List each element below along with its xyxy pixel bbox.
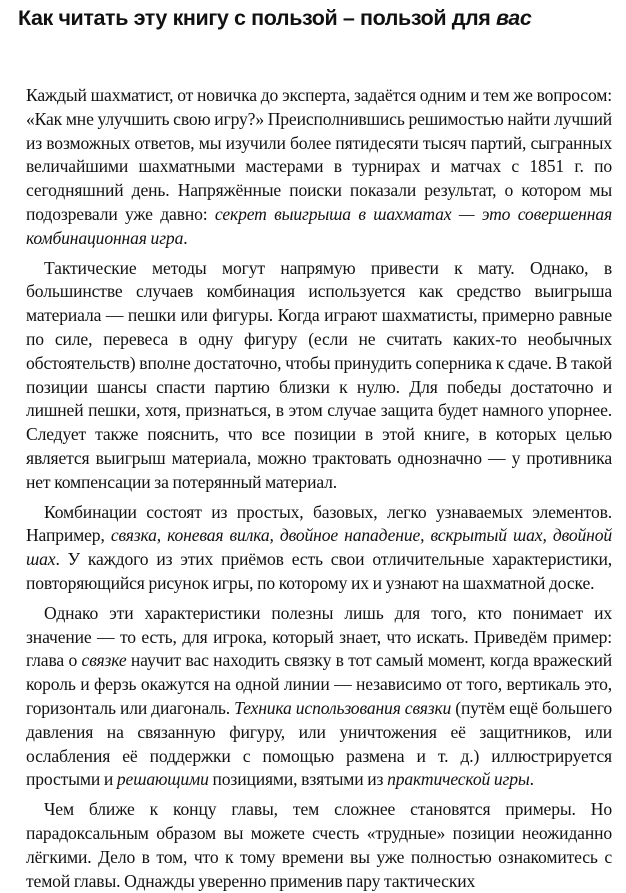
text-run: научит вас находить связку в тот самый момент, когда вражеский король и ферзь окажутся на одной линии — независимо от того, вертикаль это, горизонталь или диагональ.: [26, 650, 612, 718]
text-run: Комбинации состоят из простых, базовых, легко узнаваемых элементов. Например,: [26, 501, 612, 546]
text-run: позициями, взятыми из: [208, 769, 388, 790]
text-run: .: [529, 769, 534, 790]
body-text: [26, 84, 612, 893]
title-main: Как читать эту книгу с пользой – пользой для: [18, 6, 496, 30]
text-run: Тактические методы могут напрямую привести к мату. Однако, в большинстве случаев комбинация используется как средство выигрыша материала — пешки или фигуры. Когда играют шахматисты, примерно равные по силе, перевеса в одну фигуру (если не считать каких-то необычных обстоятельств) вполне достаточно, чтобы принудить соперника к сдаче. В такой позиции шансы спасти партию близки к нулю. Для победы достаточно и лишней пешки, хотя, признаться, в этом случае защита будет намного упорнее. Следует также пояснить, что все позиции в этой книге, в которых целью является выигрыш материала, можно трактовать однозначно — у противника нет компенсации за потерянный материал.: [26, 257, 612, 492]
italic-run: связка, коневая вилка, двойное нападение, вскрытый шах, двойной шах: [26, 525, 612, 570]
text-run: (путём ещё большего давления на связанную фигуру, или уничтожения её защитников, или ослабления её поддержки с помощью размена и т. д.) иллюстрируется простыми и: [26, 697, 612, 790]
text-run: Чем ближе к концу главы, тем сложнее становятся примеры. Но парадоксальным образом вы можете счесть «трудные» позиции неожиданно лёгкими. Дело в том, что к тому времени вы уже полностью ознакомитесь с темой главы. Однажды уверенно применив пару тактических: [26, 799, 612, 891]
italic-run: связке: [81, 650, 127, 671]
paragraph-4: [26, 602, 612, 792]
italic-run: секрет выигрыша в шахматах — это совершенная комбинационная игра: [26, 203, 612, 248]
paragraph-5: [26, 798, 612, 893]
title-italic: вас: [495, 6, 532, 30]
italic-run: практической игры: [387, 769, 530, 790]
paragraph-3: [26, 501, 612, 596]
paragraph-1: [26, 84, 612, 251]
text-run: .: [183, 227, 188, 248]
text-run: Однако эти характеристики полезны лишь для того, кто понимает их значение — то есть, для игрока, который знает, что искать. Приведём пример: глава о: [26, 602, 612, 671]
text-run: . У каждого из этих приёмов есть свои отличительные характеристики, повторяющийся рисунок игры, по которому их и узнают на шахматной доске.: [26, 549, 612, 593]
paragraph-2: [26, 257, 612, 495]
page-title: [18, 4, 612, 32]
text-run: Каждый шахматист, от новичка до эксперта, задаётся одним и тем же вопросом: «Как мне улучшить свою игру?» Преисполнившись решимостью найти лучший из возможных ответов, мы изучили более пятидесяти тысяч партий, сыгранных величайшими шахматными мастерами в турнирах и матчах с 1851 г. по сегодняшний день. Напряжённые поиски показали результат, о котором мы подозревали уже давно:: [26, 85, 612, 224]
italic-run: решающими: [116, 769, 209, 790]
italic-run: Техника использования связки: [234, 697, 452, 718]
